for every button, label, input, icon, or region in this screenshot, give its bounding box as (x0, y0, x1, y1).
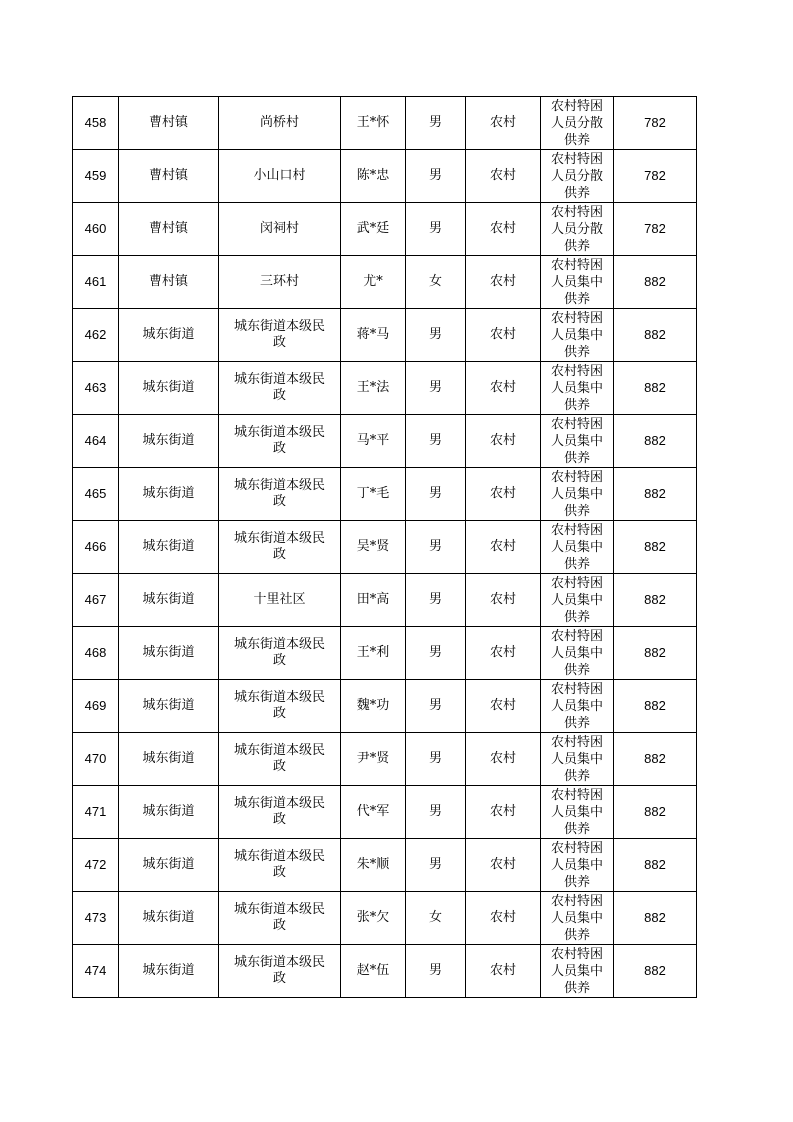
village-cell-text: 城东街道本级民政 (233, 637, 325, 668)
person-name-cell: 丁*毛 (341, 468, 406, 521)
town-cell: 城东街道 (119, 945, 219, 998)
serial-number-cell: 473 (73, 892, 119, 945)
amount-cell: 882 (614, 415, 697, 468)
support-type-cell-text: 农村特困人员集中供养 (550, 682, 603, 731)
support-type-cell-text: 农村特困人员集中供养 (550, 523, 603, 572)
person-name-cell: 马*平 (341, 415, 406, 468)
village-cell-text: 城东街道本级民政 (233, 372, 325, 403)
support-type-cell-text: 农村特困人员集中供养 (550, 629, 603, 678)
area-type-cell: 农村 (466, 415, 541, 468)
area-type-cell: 农村 (466, 574, 541, 627)
town-cell: 曹村镇 (119, 150, 219, 203)
village-cell (219, 521, 341, 574)
support-type-cell-text: 农村特困人员集中供养 (550, 311, 603, 360)
village-cell (219, 680, 341, 733)
support-type-cell (541, 945, 614, 998)
village-cell-text: 城东街道本级民政 (233, 319, 325, 350)
amount-cell: 882 (614, 680, 697, 733)
support-type-cell (541, 150, 614, 203)
table-row (73, 203, 697, 256)
serial-number-cell: 459 (73, 150, 119, 203)
town-cell: 城东街道 (119, 892, 219, 945)
support-type-cell (541, 627, 614, 680)
table-row (73, 839, 697, 892)
village-cell-text: 城东街道本级民政 (233, 690, 325, 721)
town-cell: 城东街道 (119, 627, 219, 680)
support-type-cell (541, 256, 614, 309)
area-type-cell: 农村 (466, 203, 541, 256)
town-cell: 城东街道 (119, 839, 219, 892)
town-cell: 城东街道 (119, 680, 219, 733)
village-cell (219, 415, 341, 468)
amount-cell: 882 (614, 786, 697, 839)
gender-cell: 男 (406, 521, 466, 574)
amount-cell: 882 (614, 521, 697, 574)
gender-cell: 男 (406, 150, 466, 203)
area-type-cell: 农村 (466, 733, 541, 786)
village-cell (219, 468, 341, 521)
support-type-cell (541, 362, 614, 415)
town-cell: 城东街道 (119, 574, 219, 627)
area-type-cell: 农村 (466, 150, 541, 203)
village-cell-text: 城东街道本级民政 (233, 478, 325, 509)
amount-cell: 782 (614, 203, 697, 256)
support-type-cell-text: 农村特困人员集中供养 (550, 364, 603, 413)
support-type-cell (541, 203, 614, 256)
village-cell (219, 256, 341, 309)
gender-cell: 男 (406, 203, 466, 256)
area-type-cell: 农村 (466, 468, 541, 521)
serial-number-cell: 458 (73, 97, 119, 150)
serial-number-cell: 468 (73, 627, 119, 680)
village-cell (219, 150, 341, 203)
table-row (73, 309, 697, 362)
gender-cell: 男 (406, 97, 466, 150)
village-cell-text: 尚桥村 (259, 115, 299, 130)
person-name-cell: 吴*贤 (341, 521, 406, 574)
serial-number-cell: 461 (73, 256, 119, 309)
person-name-cell: 张*欠 (341, 892, 406, 945)
support-type-cell-text: 农村特困人员分散供养 (550, 205, 603, 254)
town-cell: 城东街道 (119, 415, 219, 468)
support-type-cell (541, 97, 614, 150)
table-body (73, 97, 697, 998)
village-cell (219, 945, 341, 998)
village-cell (219, 362, 341, 415)
support-type-cell (541, 892, 614, 945)
amount-cell: 882 (614, 627, 697, 680)
area-type-cell: 农村 (466, 309, 541, 362)
town-cell: 城东街道 (119, 309, 219, 362)
support-type-cell (541, 468, 614, 521)
table-row (73, 945, 697, 998)
support-type-cell-text: 农村特困人员集中供养 (550, 788, 603, 837)
amount-cell: 882 (614, 309, 697, 362)
village-cell-text: 城东街道本级民政 (233, 796, 325, 827)
amount-cell: 882 (614, 733, 697, 786)
serial-number-cell: 462 (73, 309, 119, 362)
village-cell (219, 892, 341, 945)
support-type-cell-text: 农村特困人员集中供养 (550, 894, 603, 943)
area-type-cell: 农村 (466, 892, 541, 945)
gender-cell: 男 (406, 309, 466, 362)
village-cell-text: 城东街道本级民政 (233, 955, 325, 986)
support-type-cell (541, 786, 614, 839)
table-row (73, 256, 697, 309)
table-row (73, 468, 697, 521)
serial-number-cell: 470 (73, 733, 119, 786)
gender-cell: 男 (406, 945, 466, 998)
gender-cell: 女 (406, 256, 466, 309)
table-row (73, 362, 697, 415)
village-cell (219, 733, 341, 786)
support-type-cell-text: 农村特困人员集中供养 (550, 576, 603, 625)
table-row (73, 521, 697, 574)
support-type-cell-text: 农村特困人员集中供养 (550, 258, 603, 307)
table-row (73, 733, 697, 786)
person-name-cell: 尤* (341, 256, 406, 309)
support-type-cell-text: 农村特困人员集中供养 (550, 417, 603, 466)
village-cell-text: 城东街道本级民政 (233, 531, 325, 562)
table-row (73, 680, 697, 733)
town-cell: 曹村镇 (119, 203, 219, 256)
table-row (73, 415, 697, 468)
amount-cell: 782 (614, 150, 697, 203)
town-cell: 城东街道 (119, 733, 219, 786)
amount-cell: 882 (614, 574, 697, 627)
support-type-cell (541, 680, 614, 733)
table-row (73, 892, 697, 945)
amount-cell: 882 (614, 256, 697, 309)
support-type-cell (541, 733, 614, 786)
town-cell: 城东街道 (119, 786, 219, 839)
gender-cell: 男 (406, 839, 466, 892)
beneficiary-table (72, 96, 697, 998)
village-cell (219, 839, 341, 892)
person-name-cell: 王*法 (341, 362, 406, 415)
person-name-cell: 王*利 (341, 627, 406, 680)
table-row (73, 574, 697, 627)
person-name-cell: 陈*忠 (341, 150, 406, 203)
town-cell: 曹村镇 (119, 256, 219, 309)
village-cell-text: 三环村 (259, 274, 299, 289)
town-cell: 城东街道 (119, 468, 219, 521)
gender-cell: 女 (406, 892, 466, 945)
person-name-cell: 赵*伍 (341, 945, 406, 998)
support-type-cell (541, 521, 614, 574)
town-cell: 城东街道 (119, 362, 219, 415)
support-type-cell-text: 农村特困人员集中供养 (550, 735, 603, 784)
village-cell-text: 小山口村 (253, 168, 306, 183)
area-type-cell: 农村 (466, 256, 541, 309)
gender-cell: 男 (406, 786, 466, 839)
support-type-cell-text: 农村特困人员集中供养 (550, 470, 603, 519)
table-row (73, 97, 697, 150)
village-cell (219, 203, 341, 256)
area-type-cell: 农村 (466, 680, 541, 733)
town-cell: 曹村镇 (119, 97, 219, 150)
serial-number-cell: 466 (73, 521, 119, 574)
area-type-cell: 农村 (466, 97, 541, 150)
person-name-cell: 田*高 (341, 574, 406, 627)
village-cell (219, 627, 341, 680)
village-cell (219, 574, 341, 627)
gender-cell: 男 (406, 574, 466, 627)
town-cell: 城东街道 (119, 521, 219, 574)
person-name-cell: 王*怀 (341, 97, 406, 150)
support-type-cell-text: 农村特困人员集中供养 (550, 947, 603, 996)
amount-cell: 882 (614, 945, 697, 998)
support-type-cell (541, 839, 614, 892)
support-type-cell (541, 574, 614, 627)
table-row (73, 786, 697, 839)
amount-cell: 782 (614, 97, 697, 150)
support-type-cell (541, 309, 614, 362)
amount-cell: 882 (614, 839, 697, 892)
person-name-cell: 尹*贤 (341, 733, 406, 786)
village-cell-text: 闵祠村 (259, 221, 299, 236)
gender-cell: 男 (406, 627, 466, 680)
serial-number-cell: 465 (73, 468, 119, 521)
support-type-cell-text: 农村特困人员分散供养 (550, 99, 603, 148)
village-cell-text: 十里社区 (253, 592, 306, 607)
serial-number-cell: 469 (73, 680, 119, 733)
area-type-cell: 农村 (466, 839, 541, 892)
serial-number-cell: 471 (73, 786, 119, 839)
gender-cell: 男 (406, 680, 466, 733)
village-cell (219, 786, 341, 839)
area-type-cell: 农村 (466, 786, 541, 839)
village-cell-text: 城东街道本级民政 (233, 425, 325, 456)
person-name-cell: 代*军 (341, 786, 406, 839)
area-type-cell: 农村 (466, 521, 541, 574)
person-name-cell: 朱*顺 (341, 839, 406, 892)
gender-cell: 男 (406, 468, 466, 521)
table-row (73, 627, 697, 680)
village-cell-text: 城东街道本级民政 (233, 743, 325, 774)
support-type-cell (541, 415, 614, 468)
area-type-cell: 农村 (466, 627, 541, 680)
person-name-cell: 武*廷 (341, 203, 406, 256)
gender-cell: 男 (406, 733, 466, 786)
person-name-cell: 蒋*马 (341, 309, 406, 362)
village-cell (219, 97, 341, 150)
table-row (73, 150, 697, 203)
amount-cell: 882 (614, 468, 697, 521)
area-type-cell: 农村 (466, 945, 541, 998)
village-cell-text: 城东街道本级民政 (233, 849, 325, 880)
gender-cell: 男 (406, 362, 466, 415)
serial-number-cell: 464 (73, 415, 119, 468)
person-name-cell: 魏*功 (341, 680, 406, 733)
serial-number-cell: 472 (73, 839, 119, 892)
village-cell-text: 城东街道本级民政 (233, 902, 325, 933)
village-cell (219, 309, 341, 362)
support-type-cell-text: 农村特困人员集中供养 (550, 841, 603, 890)
serial-number-cell: 474 (73, 945, 119, 998)
support-type-cell-text: 农村特困人员分散供养 (550, 152, 603, 201)
serial-number-cell: 460 (73, 203, 119, 256)
gender-cell: 男 (406, 415, 466, 468)
serial-number-cell: 467 (73, 574, 119, 627)
serial-number-cell: 463 (73, 362, 119, 415)
area-type-cell: 农村 (466, 362, 541, 415)
amount-cell: 882 (614, 362, 697, 415)
amount-cell: 882 (614, 892, 697, 945)
